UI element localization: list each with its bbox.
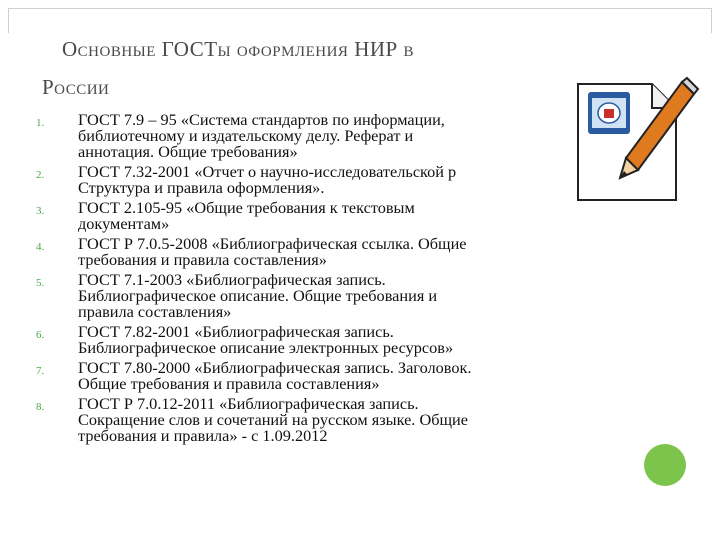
slide-title-line-2: России — [42, 75, 110, 99]
item-text: ГОСТ 7.82-2001 «Библиографическая запись. Библиографическое описание электронных ресурсов» — [78, 322, 454, 357]
item-number: 6. — [36, 329, 45, 341]
list-item — [36, 164, 616, 196]
item-text: ГОСТ 2.105-95 «Общие требования к текстовым документам» — [78, 198, 415, 233]
item-number: 2. — [36, 169, 45, 181]
gost-list — [36, 112, 616, 448]
item-text: ГОСТ Р 7.0.12-2011 «Библиографическая запись. Сокращение слов и сочетаний на русском языке. Общие требования и правила» - с 1.09.2012 — [78, 394, 468, 445]
list-item — [36, 396, 616, 444]
item-text: ГОСТ 7.9 – 95 «Система стандартов по информации, библиотечному и издательскому делу. Реферат и аннотация. Общие требования» — [78, 110, 445, 161]
item-text: ГОСТ 7.1-2003 «Библиографическая запись. Библиографическое описание. Общие требования и правила составления» — [78, 270, 438, 321]
list-item — [36, 236, 616, 268]
item-number: 4. — [36, 241, 45, 253]
item-number: 8. — [36, 401, 45, 413]
document-with-pencil-icon — [560, 72, 700, 212]
item-number: 5. — [36, 277, 45, 289]
paint-can-icon — [588, 92, 630, 134]
list-item — [36, 360, 616, 392]
list-item — [36, 200, 616, 232]
green-circle-icon — [644, 444, 686, 486]
item-text: ГОСТ 7.80-2000 «Библиографическая запись. Заголовок. Общие требования и правила составления» — [78, 358, 472, 393]
slide-title-line-1: Основные ГОСТы оформления НИР в — [62, 37, 414, 61]
list-item — [36, 324, 616, 356]
item-text: ГОСТ Р 7.0.5-2008 «Библиографическая ссылка. Общие требования и правила составления» — [78, 234, 467, 269]
list-item — [36, 272, 616, 320]
list-item — [36, 112, 616, 160]
item-text: ГОСТ 7.32-2001 «Отчет о научно-исследовательской р Структура и правила оформления». — [78, 162, 457, 197]
slide-title — [42, 30, 642, 106]
item-number: 1. — [36, 117, 45, 129]
item-number: 3. — [36, 205, 45, 217]
item-number: 7. — [36, 365, 45, 377]
